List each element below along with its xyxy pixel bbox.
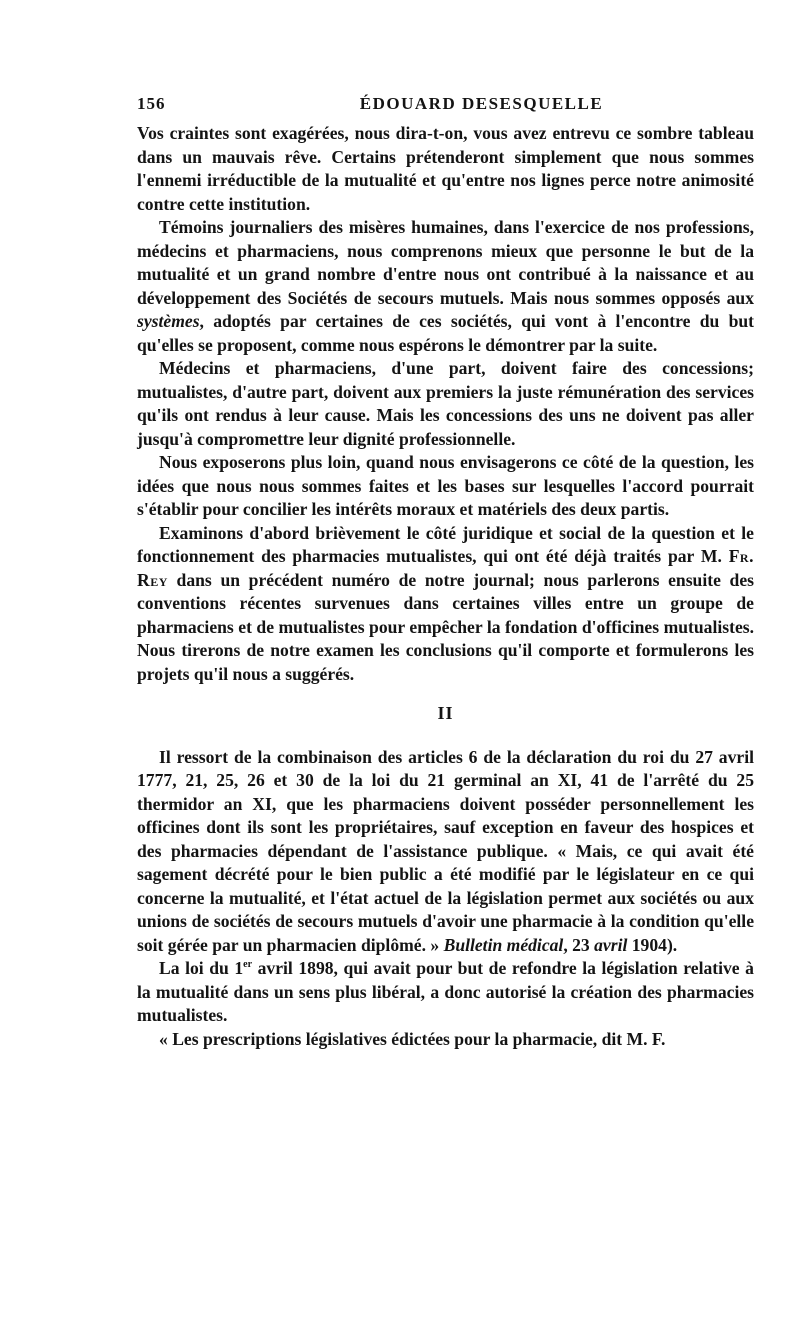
citation-year: 1904). bbox=[627, 934, 678, 955]
paragraph-5-text-a: Examinons d'abord brièvement le côté juridique et social de la question et le fonctionnement des pharmacies mutualistes, qui ont été déjà traités par M. bbox=[137, 522, 754, 566]
page-header bbox=[137, 88, 754, 122]
paragraph-5-text-b: dans un précédent numéro de notre journal; nous parlerons ensuite des conventions récentes survenues dans certaines villes entre un groupe de pharmaciens et de mutualistes pour empêcher la fondation d'officines mutualistes. Nous tirerons de notre examen les conclusions qu'il comporte et formulerons les projets qu'il nous a suggérés. bbox=[137, 569, 754, 684]
section-heading: II bbox=[437, 703, 454, 723]
paragraph-6 bbox=[137, 746, 754, 958]
paragraph-2-text-b: , adoptés par certaines de ces sociétés, qui vont à l'encontre du but qu'elles se proposent, comme nous espérons le démontrer par la suite. bbox=[137, 311, 754, 355]
paragraph-4: Nous exposerons plus loin, quand nous envisagerons ce côté de la question, les idées que nous nous sommes faites et les bases sur lesquelles l'accord pourrait s'établir pour concilier les intérêts moraux et matériels des deux partis. bbox=[137, 452, 754, 519]
citation-day: , 23 bbox=[563, 934, 595, 955]
paragraph-7-text-b: avril 1898, qui avait pour but de refondre la législation relative à la mutualité dans un sens plus libéral, a donc autorisé la création des pharmacies mutualistes. bbox=[137, 958, 754, 1025]
citation-month: avril bbox=[594, 934, 628, 955]
paragraph-3: Médecins et pharmaciens, d'une part, doivent faire des concessions; mutualistes, d'autre part, doivent aux premiers la juste rémunération des services qu'ils ont rendus à leur cause. Mais les concessions des uns ne doivent pas aller jusqu'à compromettre leur dignité professionnelle. bbox=[137, 358, 754, 449]
ordinal-superscript: er bbox=[243, 959, 253, 971]
paragraph-2-text-a: Témoins journaliers des misères humaines, dans l'exercice de nos professions, médecins et pharmaciens, nous comprenons mieux que personne le but de la mutualité et un grand nombre d'entre nous ont contribué à la naissance et au développement des Sociétés de secours mutuels. Mais nous sommes opposés aux bbox=[137, 217, 754, 308]
running-title: ÉDOUARD DESESQUELLE bbox=[359, 94, 604, 113]
paragraph-6-text-a: Il ressort de la combinaison des articles 6 de la déclaration du roi du 27 avril 1777, 21, 25, 26 et 30 de la loi du 21 germinal an XI, 41 de l'arrêté du 25 thermidor an XI, que les pharmaciens doivent posséder personnellement les officines dont ils sont les propriétaires, sauf exception en faveur des hospices et des pharmacies dépendant de l'assistance publique. « Mais, ce qui avait été sagement décrété pour le bien public a été modifié par le législateur en ce qui concerne la mutualité, et l'état actuel de la législation permet aux sociétés ou aux unions de sociétés de secours mutuels d'avoir une pharmacie à la condition qu'elle soit gérée par un pharmacien diplômé. » bbox=[137, 746, 754, 955]
citation-title: Bulletin médical bbox=[443, 934, 564, 955]
page-number: 156 bbox=[137, 94, 166, 113]
paragraph-2 bbox=[137, 216, 754, 357]
paragraph-5 bbox=[137, 522, 754, 687]
paragraph-2-italic: systèmes bbox=[137, 311, 200, 331]
document-page bbox=[137, 88, 754, 1051]
paragraph-1: Vos craintes sont exagérées, nous dira-t-on, vous avez entrevu ce sombre tableau dans un mauvais rêve. Certains prétenderont simplement que nous sommes l'ennemi irréductible de la mutualité et qu'entre nos lignes perce notre animosité contre cette institution. bbox=[137, 123, 754, 214]
paragraph-7 bbox=[137, 957, 754, 1028]
paragraph-8: « Les prescriptions législatives édictées pour la pharmacie, dit M. F. bbox=[159, 1028, 666, 1049]
paragraph-7-text-a: La loi du 1 bbox=[159, 958, 244, 978]
author-name: Fr. Rey bbox=[137, 546, 754, 590]
